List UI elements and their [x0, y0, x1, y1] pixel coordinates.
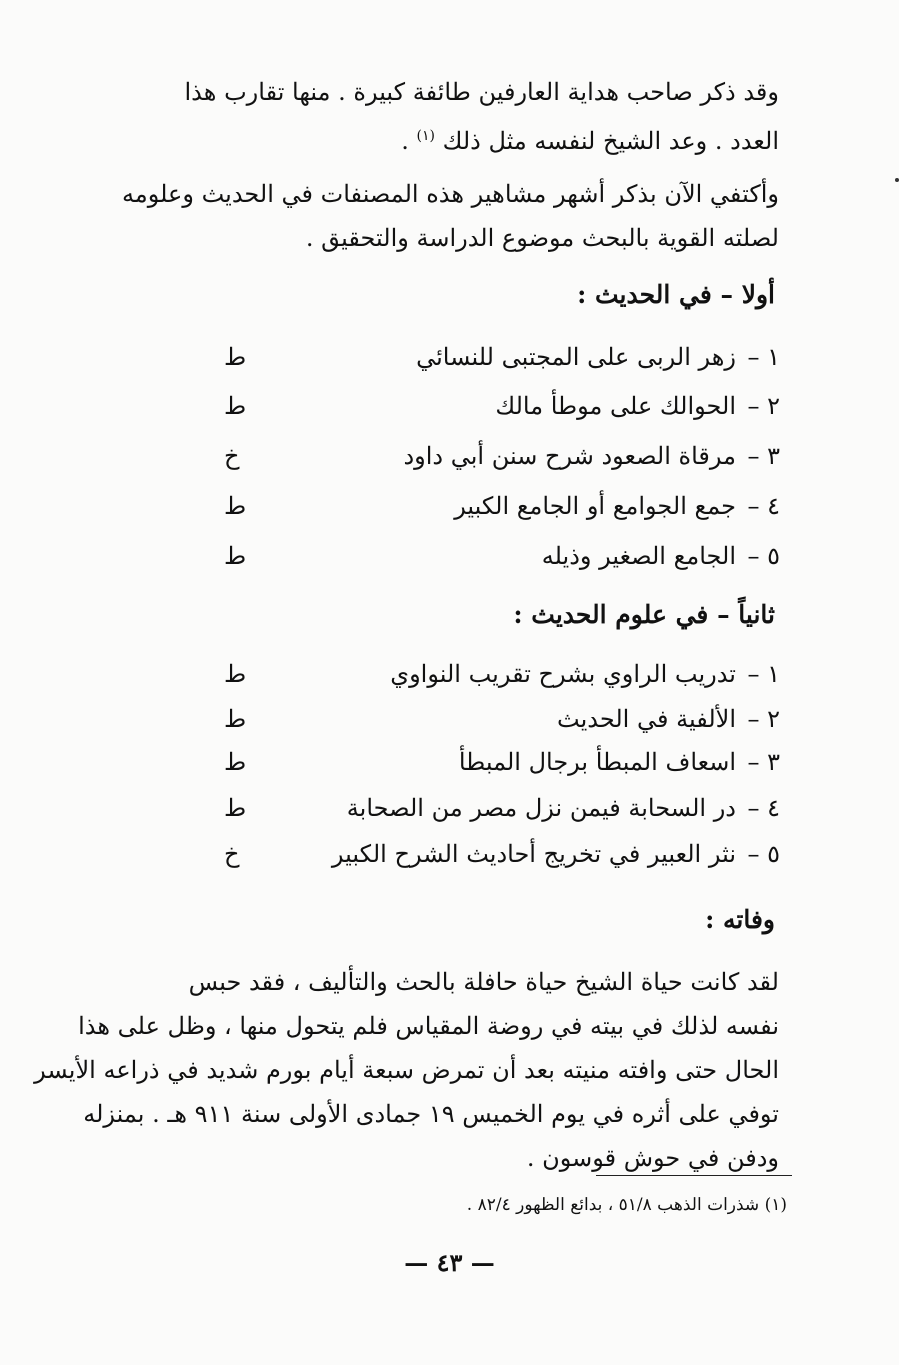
footnote-reference: (١) [416, 128, 435, 144]
item-number: ٢ – [747, 392, 780, 420]
item-title: مرقاة الصعود شرح سنن أبي داود [403, 442, 736, 470]
paragraph-line [136, 114, 779, 163]
status-code: خ [224, 442, 240, 470]
margin-mark [895, 178, 899, 182]
page-number: — ٤٣ — [404, 1248, 495, 1277]
heading-hadith: أولا – في الحديث : [577, 280, 775, 309]
status-code: ط [224, 492, 247, 520]
item-title: زهر الربى على المجتبى للنسائي [416, 343, 736, 371]
paragraph-line: نفسه لذلك في بيته في روضة المقياس فلم يتحول منها ، وظل على هذا [78, 1012, 779, 1040]
heading-ulum-hadith: ثانياً – في علوم الحديث : [513, 600, 775, 629]
status-code: ط [224, 705, 247, 733]
item-number: ٤ – [747, 794, 780, 822]
item-title: الجامع الصغير وذيله [541, 542, 736, 570]
paragraph-line: وأكتفي الآن بذكر أشهر مشاهير هذه المصنفات في الحديث وعلومه [121, 180, 779, 208]
paragraph-line: لقد كانت حياة الشيخ حياة حافلة بالحث والتأليف ، فقد حبس [188, 968, 779, 996]
status-code: خ [224, 840, 240, 868]
item-title: جمع الجوامع أو الجامع الكبير [454, 492, 736, 520]
paragraph-line: لصلته القوية بالبحث موضوع الدراسة والتحقيق . [305, 224, 779, 252]
death-paragraph [34, 960, 779, 1180]
footnote: (١) شذرات الذهب ٥١/٨ ، بدائع الظهور ٨٢/٤ . [466, 1195, 787, 1215]
list-item [200, 832, 780, 876]
item-title: الحوالك على موطأ مالك [495, 392, 736, 420]
item-number: ١ – [747, 660, 780, 688]
item-title: تدريب الراوي بشرح تقريب النواوي [390, 660, 736, 688]
status-code: ط [224, 748, 247, 776]
paragraph-line: توفي على أثره في يوم الخميس ١٩ جمادى الأولى سنة ٩١١ هـ . بمنزله [83, 1100, 779, 1128]
list-item [200, 534, 780, 578]
paragraph-line: وقد ذكر صاحب هداية العارفين طائفة كبيرة . منها تقارب هذا [184, 78, 779, 106]
list-item [200, 335, 780, 379]
paragraph-line: ودفن في حوش قوسون . [526, 1144, 779, 1172]
list-item [200, 484, 780, 528]
item-number: ١ – [747, 343, 780, 371]
intro-paragraph [136, 70, 779, 163]
status-code: ط [224, 660, 247, 688]
selection-paragraph [121, 172, 779, 260]
list-item [200, 786, 780, 830]
item-title: الألفية في الحديث [557, 705, 736, 733]
item-title: اسعاف المبطأ برجال المبطأ [458, 748, 736, 776]
item-number: ٥ – [747, 542, 780, 570]
list-item [200, 434, 780, 478]
item-number: ٥ – [747, 840, 780, 868]
item-number: ٤ – [747, 492, 780, 520]
item-number: ٣ – [747, 442, 780, 470]
paragraph-line: الحال حتى وافته منيته بعد أن تمرض سبعة أيام بورم شديد في ذراعه الأيسر [34, 1056, 779, 1084]
status-code: ط [224, 343, 247, 371]
list-item [200, 652, 780, 696]
list-item [200, 740, 780, 784]
item-number: ٢ – [747, 705, 780, 733]
list-item [200, 697, 780, 741]
item-number: ٣ – [747, 748, 780, 776]
paragraph-line-end: . [401, 127, 417, 155]
paragraph-line-text: العدد . وعد الشيخ لنفسه مثل ذلك [442, 127, 779, 155]
heading-death: وفاته : [705, 905, 775, 934]
status-code: ط [224, 392, 247, 420]
footnote-separator [596, 1175, 792, 1176]
list-item [200, 384, 780, 428]
status-code: ط [224, 794, 247, 822]
item-title: در السحابة فيمن نزل مصر من الصحابة [346, 794, 736, 822]
status-code: ط [224, 542, 247, 570]
item-title: نثر العبير في تخريج أحاديث الشرح الكبير [331, 840, 736, 868]
